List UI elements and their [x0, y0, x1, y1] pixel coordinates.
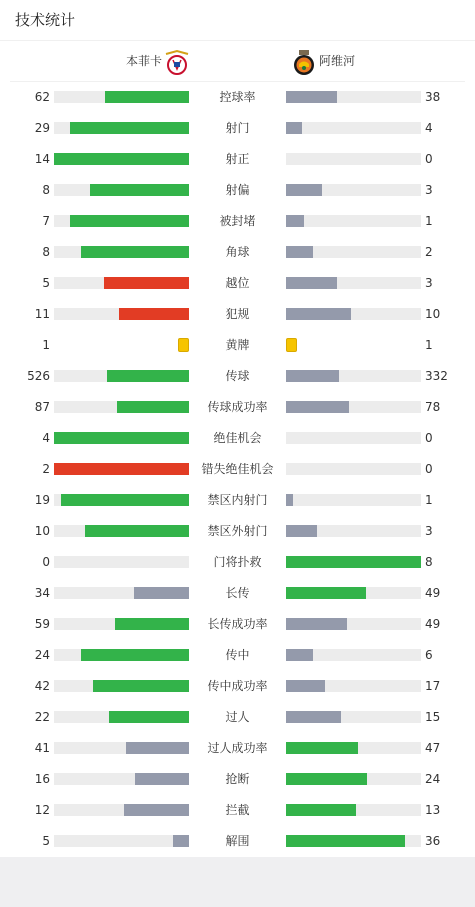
home-stat-bar-fill	[85, 525, 189, 537]
yellow-card-icon	[178, 338, 189, 352]
away-stat-value: 47	[425, 741, 441, 755]
stat-label: 角球	[225, 245, 250, 259]
stat-row	[0, 298, 475, 329]
home-stat-value: 2	[42, 462, 50, 476]
stat-label: 传球	[225, 369, 250, 383]
away-stat-bar	[286, 742, 421, 754]
stat-row	[0, 453, 475, 484]
home-stat-bar-fill	[119, 308, 189, 320]
home-stat-bar	[54, 804, 189, 816]
away-stat-bar	[286, 556, 421, 568]
home-stat-bar-fill	[134, 587, 189, 599]
stat-label: 越位	[225, 276, 250, 290]
home-stat-value: 0	[42, 555, 50, 569]
away-stat-value: 0	[425, 431, 433, 445]
yellow-card-icon	[286, 338, 297, 352]
home-stat-value: 59	[34, 617, 50, 631]
home-stat-value: 24	[34, 648, 50, 662]
away-stat-value: 6	[425, 648, 433, 662]
away-stat-value: 17	[425, 679, 441, 693]
stat-label: 被封堵	[219, 214, 256, 228]
stat-label: 射门	[225, 121, 250, 135]
stat-label: 拦截	[225, 803, 250, 817]
away-stat-bar-fill	[286, 773, 367, 785]
away-stat-bar-fill	[286, 122, 302, 134]
home-stat-bar	[54, 773, 189, 785]
stat-label: 黄牌	[225, 338, 250, 352]
stat-label: 传中成功率	[207, 679, 268, 693]
home-stat-bar	[54, 494, 189, 506]
home-stat-bar	[54, 587, 189, 599]
away-stat-value: 10	[425, 307, 441, 321]
away-stat-bar	[286, 370, 421, 382]
home-stat-bar-fill	[135, 773, 189, 785]
stat-row	[0, 205, 475, 236]
away-stat-value: 36	[425, 834, 441, 848]
away-stat-value: 0	[425, 462, 433, 476]
home-stat-bar-fill	[54, 432, 189, 444]
away-stat-bar	[286, 773, 421, 785]
home-stat-value: 22	[34, 710, 50, 724]
home-stat-bar-fill	[70, 122, 189, 134]
home-stat-bar-fill	[109, 711, 189, 723]
away-stat-bar	[286, 525, 421, 537]
away-stat-bar	[286, 432, 421, 444]
home-stat-value: 34	[34, 586, 50, 600]
home-stat-value: 8	[42, 183, 50, 197]
home-stat-bar	[54, 525, 189, 537]
away-stat-value: 3	[425, 524, 433, 538]
home-stat-value: 5	[42, 276, 50, 290]
away-stat-bar-fill	[286, 804, 356, 816]
home-stat-bar-fill	[81, 246, 189, 258]
away-stat-bar-fill	[286, 277, 337, 289]
home-stat-value: 8	[42, 245, 50, 259]
rio-ave-crest-icon	[290, 48, 318, 76]
stat-row	[0, 546, 475, 577]
away-stat-bar-fill	[286, 587, 366, 599]
away-stat-value: 1	[425, 493, 433, 507]
away-stat-bar-fill	[286, 401, 349, 413]
away-stat-value: 4	[425, 121, 433, 135]
stat-row	[0, 391, 475, 422]
home-stat-value: 87	[34, 400, 50, 414]
stat-row	[0, 112, 475, 143]
stats-list	[0, 81, 475, 856]
away-stat-value: 1	[425, 214, 433, 228]
home-stat-bar-fill	[105, 91, 189, 103]
stat-row	[0, 732, 475, 763]
away-stat-bar-fill	[286, 649, 313, 661]
stat-label: 抢断	[225, 772, 250, 786]
stat-row	[0, 794, 475, 825]
home-stat-bar	[54, 401, 189, 413]
away-stat-value: 13	[425, 803, 441, 817]
away-stat-bar	[286, 463, 421, 475]
home-stat-bar	[54, 432, 189, 444]
home-stat-value: 5	[42, 834, 50, 848]
home-stat-bar	[54, 711, 189, 723]
teams-header	[0, 46, 475, 78]
away-stat-bar	[286, 804, 421, 816]
away-stat-value: 0	[425, 152, 433, 166]
away-stat-bar	[286, 246, 421, 258]
stat-row	[0, 608, 475, 639]
away-stat-value: 78	[425, 400, 441, 414]
away-stat-bar-fill	[286, 91, 337, 103]
stat-label: 传中	[225, 648, 250, 662]
away-stat-value: 49	[425, 586, 441, 600]
away-stat-bar	[286, 587, 421, 599]
home-stat-bar-fill	[117, 401, 189, 413]
home-stat-value: 1	[42, 338, 50, 352]
away-stat-bar-fill	[286, 835, 405, 847]
away-stat-bar	[286, 91, 421, 103]
stat-row	[0, 825, 475, 856]
home-stat-value: 12	[34, 803, 50, 817]
stat-label: 射偏	[225, 183, 250, 197]
home-stat-bar	[54, 649, 189, 661]
home-stat-bar-fill	[107, 370, 189, 382]
home-stat-value: 29	[34, 121, 50, 135]
home-stat-value: 19	[34, 493, 50, 507]
stat-row	[0, 236, 475, 267]
stat-label: 禁区外射门	[207, 524, 268, 538]
home-stat-bar	[54, 835, 189, 847]
stat-row	[0, 81, 475, 112]
stat-row	[0, 639, 475, 670]
home-team-name: 本菲卡	[125, 54, 162, 68]
away-stat-value: 24	[425, 772, 441, 786]
home-stat-value: 4	[42, 431, 50, 445]
away-stat-bar-fill	[286, 711, 341, 723]
home-stat-bar-fill	[70, 215, 189, 227]
home-stat-value: 14	[34, 152, 50, 166]
away-stat-bar-fill	[286, 246, 313, 258]
home-stat-value: 7	[42, 214, 50, 228]
stat-row	[0, 763, 475, 794]
stat-row	[0, 484, 475, 515]
away-stat-bar	[286, 184, 421, 196]
away-stat-bar-fill	[286, 308, 351, 320]
home-stat-bar	[54, 184, 189, 196]
away-stat-value: 2	[425, 245, 433, 259]
home-stat-value: 10	[34, 524, 50, 538]
benfica-crest-icon	[163, 48, 191, 76]
stat-label: 过人成功率	[207, 741, 268, 755]
home-stat-bar-fill	[115, 618, 189, 630]
away-stat-value: 15	[425, 710, 441, 724]
home-stat-value: 42	[34, 679, 50, 693]
stat-row	[0, 515, 475, 546]
away-stat-bar	[286, 122, 421, 134]
home-stat-bar	[54, 215, 189, 227]
home-stat-bar	[54, 680, 189, 692]
divider	[0, 40, 475, 41]
home-stat-value: 16	[34, 772, 50, 786]
away-stat-bar	[286, 680, 421, 692]
away-stat-bar-fill	[286, 494, 293, 506]
stat-label: 门将扑救	[213, 555, 262, 569]
away-stat-bar	[286, 215, 421, 227]
home-stat-bar-fill	[126, 742, 189, 754]
away-stat-bar-fill	[286, 525, 317, 537]
home-stat-bar	[54, 556, 189, 568]
away-stat-bar	[286, 277, 421, 289]
stat-row	[0, 174, 475, 205]
home-stat-bar-fill	[124, 804, 189, 816]
home-stat-bar	[54, 277, 189, 289]
away-stat-value: 38	[425, 90, 441, 104]
away-stat-bar-fill	[286, 742, 358, 754]
home-stat-bar-fill	[61, 494, 189, 506]
away-stat-bar-fill	[286, 370, 339, 382]
away-stat-value: 3	[425, 183, 433, 197]
stat-label: 错失绝佳机会	[201, 462, 274, 476]
stat-label: 犯规	[225, 307, 250, 321]
away-stat-bar-fill	[286, 680, 325, 692]
stat-row	[0, 670, 475, 701]
away-stat-bar	[286, 835, 421, 847]
stat-label: 长传成功率	[207, 617, 268, 631]
away-team-name: 阿维河	[319, 54, 356, 68]
stat-label: 控球率	[219, 90, 256, 104]
away-stat-value: 8	[425, 555, 433, 569]
stat-label: 解围	[225, 834, 250, 848]
home-stat-bar-fill	[90, 184, 189, 196]
away-stat-bar-fill	[286, 556, 421, 568]
stat-row	[0, 422, 475, 453]
stat-label: 过人	[225, 710, 250, 724]
home-stat-bar-fill	[54, 153, 189, 165]
away-stat-bar-fill	[286, 184, 322, 196]
away-stat-bar	[286, 308, 421, 320]
stat-label: 传球成功率	[207, 400, 268, 414]
home-stat-bar	[54, 246, 189, 258]
home-stat-bar-fill	[93, 680, 189, 692]
away-stat-bar	[286, 649, 421, 661]
home-stat-value: 526	[27, 369, 50, 383]
away-stat-bar	[286, 153, 421, 165]
stat-label: 绝佳机会	[213, 431, 262, 445]
home-stat-bar-fill	[54, 463, 189, 475]
stat-label: 射正	[225, 152, 250, 166]
away-stat-bar	[286, 401, 421, 413]
stat-row	[0, 360, 475, 391]
home-stat-bar-fill	[173, 835, 189, 847]
stat-row	[0, 267, 475, 298]
page-title: 技术统计	[15, 11, 76, 29]
away-stat-value: 332	[425, 369, 448, 383]
home-stat-bar-fill	[104, 277, 189, 289]
stat-label: 禁区内射门	[207, 493, 268, 507]
home-stat-value: 11	[34, 307, 50, 321]
stat-row	[0, 577, 475, 608]
home-stat-bar-fill	[81, 649, 189, 661]
away-stat-value: 3	[425, 276, 433, 290]
away-stat-bar	[286, 711, 421, 723]
home-stat-bar	[54, 122, 189, 134]
stat-row	[0, 701, 475, 732]
home-stat-bar	[54, 308, 189, 320]
stat-row	[0, 329, 475, 360]
away-stat-bar-fill	[286, 618, 347, 630]
home-stat-bar	[54, 370, 189, 382]
away-stat-bar-fill	[286, 215, 304, 227]
home-stat-bar	[54, 742, 189, 754]
home-stat-bar	[54, 463, 189, 475]
away-stat-value: 49	[425, 617, 441, 631]
away-stat-bar	[286, 618, 421, 630]
home-stat-value: 62	[34, 90, 50, 104]
home-stat-bar	[54, 618, 189, 630]
away-stat-value: 1	[425, 338, 433, 352]
away-stat-bar	[286, 494, 421, 506]
home-stat-bar	[54, 91, 189, 103]
stat-row	[0, 143, 475, 174]
home-stat-value: 41	[34, 741, 50, 755]
stat-label: 长传	[225, 586, 250, 600]
home-stat-bar	[54, 153, 189, 165]
